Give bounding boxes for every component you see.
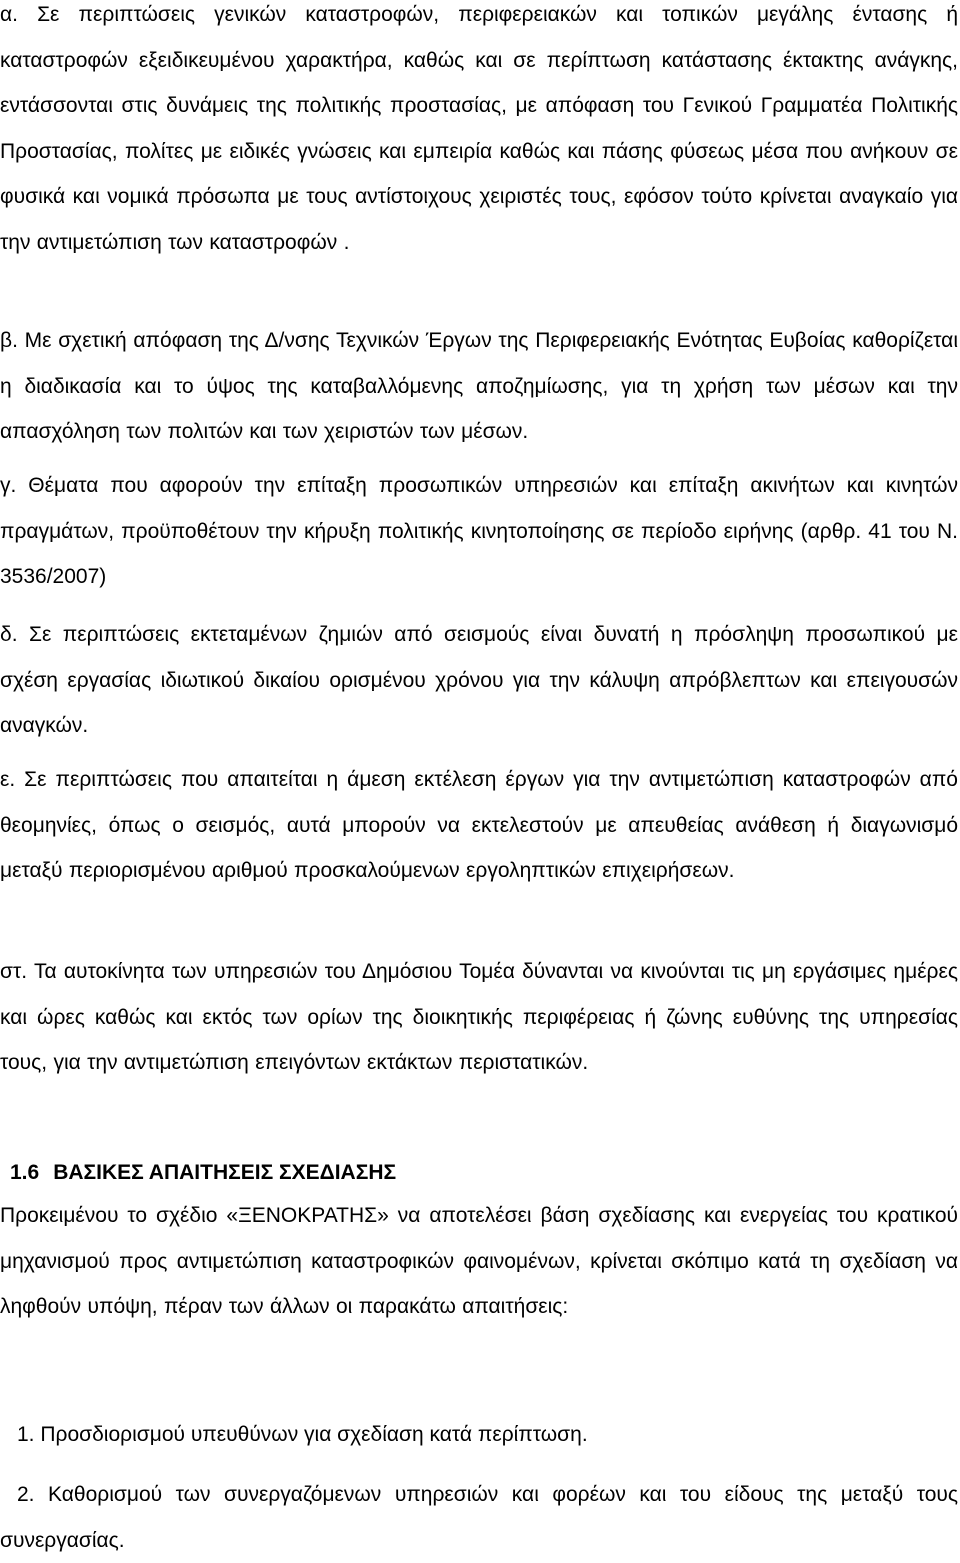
list-item-number: 1. xyxy=(17,1423,35,1446)
section-number: 1.6 xyxy=(10,1161,40,1184)
list-item-text: Καθορισμού των συνεργαζόμενων υπηρεσιών και φορέων και του είδους της μεταξύ τους συνεργασίας. xyxy=(0,1483,958,1552)
paragraph-alpha: α. Σε περιπτώσεις γενικών καταστροφών, περιφερειακών και τοπικών μεγάλης έντασης ή καταστροφών εξειδικευμένου χαρακτήρα, καθώς και σε περίπτωση κατάστασης έκτακτης ανάγκης, εντάσσονται στις δυνάμεις της πολιτικής προστασίας, με απόφαση του Γενικού Γραμματέα Πολιτικής Προστασίας, πολίτες με ειδικές γνώσεις και εμπειρία καθώς και πάσης φύσεως μέσα που ανήκουν σε φυσικά και νομικά πρόσωπα με τους αντίστοιχους χειριστές τους, εφόσον τούτο κρίνεται αναγκαίο για την αντιμετώπιση των καταστροφών . xyxy=(0,3,958,254)
paragraph-gamma: γ. Θέματα που αφορούν την επίταξη προσωπικών υπηρεσιών και επίταξη ακινήτων και κινητών πραγμάτων, προϋποθέτουν την κήρυξη πολιτικής κινητοποίησης σε περίοδο ειρήνης (αρθρ. 41 του Ν. 3536/2007) xyxy=(0,474,958,588)
section-title: ΒΑΣΙΚΕΣ ΑΠΑΙΤΗΣΕΙΣ ΣΧΕΔΙΑΣΗΣ xyxy=(53,1161,397,1184)
paragraph-sigma-tau: στ. Τα αυτοκίνητα των υπηρεσιών του Δημόσιου Τομέα δύνανται να κινούνται τις μη εργάσιμες ημέρες και ώρες καθώς και εκτός των ορίων της διοικητικής περιφέρειας ή ζώνης ευθύνης της υπηρεσίας τους, για την αντιμετώπιση επειγόντων εκτάκτων περιστατικών. xyxy=(0,960,958,1074)
paragraph-delta: δ. Σε περιπτώσεις εκτεταμένων ζημιών από σεισμούς είναι δυνατή η πρόσληψη προσωπικού με σχέση εργασίας ιδιωτικού δικαίου ορισμένου χρόνου για την κάλυψη απρόβλεπτων και επειγουσών αναγκών. xyxy=(0,623,958,737)
list-item-number: 2. xyxy=(17,1483,35,1506)
section-intro-paragraph: Προκειμένου το σχέδιο «ΞΕΝΟΚΡΑΤΗΣ» να αποτελέσει βάση σχεδίασης και ενεργείας του κρατικού μηχανισμού προς αντιμετώπιση καταστροφικών φαινομένων, κρίνεται σκόπιμο κατά τη σχεδίαση να ληφθούν υπόψη, πέραν των άλλων οι παρακάτω απαιτήσεις: xyxy=(0,1204,958,1318)
section-heading xyxy=(10,1153,396,1193)
list-item xyxy=(17,1412,957,1458)
paragraph-epsilon: ε. Σε περιπτώσεις που απαιτείται η άμεση εκτέλεση έργων για την αντιμετώπιση καταστροφών από θεομηνίες, όπως ο σεισμός, αυτά μπορούν να εκτελεστούν με απευθείας ανάθεση ή διαγωνισμό μεταξύ περιορισμένου αριθμού προσκαλούμενων εργοληπτικών επιχειρήσεων. xyxy=(0,768,958,882)
list-item xyxy=(0,1472,958,1563)
list-item-text: Προσδιορισμού υπευθύνων για σχεδίαση κατά περίπτωση. xyxy=(40,1423,588,1446)
paragraph-beta: β. Με σχετική απόφαση της Δ/νσης Τεχνικών Έργων της Περιφερειακής Ενότητας Ευβοίας καθορίζεται η διαδικασία και το ύψος της καταβαλλόμενης αποζημίωσης, για τη χρήση των μέσων και την απασχόληση των πολιτών και των χειριστών των μέσων. xyxy=(0,329,958,443)
